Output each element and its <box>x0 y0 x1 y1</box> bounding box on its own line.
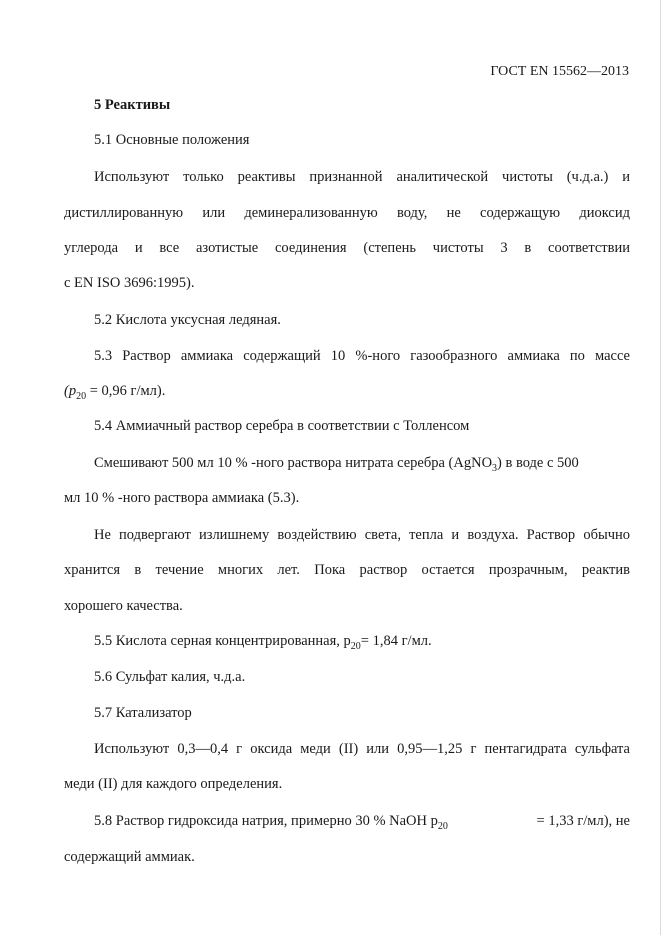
subsection-5-1-text-line-4: с EN ISO 3696:1995). <box>64 275 195 291</box>
subsection-5-4-text-line-1: Смешивают 500 мл 10 % -ного раствора нитрата серебра (AgNO$_3$) в воде с 500 <box>94 455 579 474</box>
subsection-5-8-line-1: 5.8 Раствор гидроксида натрия, примерно 30 % NaOH $p_{20}$ = 1,33 г/мл), не <box>94 813 630 832</box>
subsection-5-4-note-line-1: Не подвергают излишнему воздействию света, тепла и воздуха. Раствор обычно <box>94 527 630 543</box>
subsection-5-6: 5.6 Сульфат калия, ч.д.а. <box>94 669 246 685</box>
subsection-5-7-text-line-2: меди (II) для каждого определения. <box>64 776 283 792</box>
subsection-5-4-note-line-2: хранится в течение многих лет. Пока раствор остается прозрачным, реактив <box>64 562 630 578</box>
section-title: 5 Реактивы <box>94 97 171 113</box>
subsection-5-8-line-2: содержащий аммиак. <box>64 849 195 865</box>
subsection-5-1-title: 5.1 Основные положения <box>94 132 250 148</box>
subsection-5-2: 5.2 Кислота уксусная ледяная. <box>94 312 281 328</box>
subsection-5-3-line-2: ($p_{20} = 0,96$ г/мл). <box>64 383 166 402</box>
subsection-5-4-note-line-3: хорошего качества. <box>64 598 183 614</box>
subsection-5-5: 5.5 Кислота серная концентрированная, $p_{20}= 1,84$ г/мл. <box>94 633 432 652</box>
subsection-5-3-line-1: 5.3 Раствор аммиака содержащий 10 %-ного газообразного аммиака по массе <box>94 348 630 364</box>
subsection-5-4-text-line-2: мл 10 % -ного раствора аммиака (5.3). <box>64 490 300 506</box>
subsection-5-1-text-line-1: Используют только реактивы признанной аналитической чистоты (ч.д.а.) и <box>94 169 630 185</box>
subsection-5-1-text-line-3: углерода и все азотистые соединения (степень чистоты 3 в соответствии <box>64 240 630 256</box>
document-header: ГОСТ EN 15562—2013 <box>490 64 629 79</box>
subsection-5-7-text-line-1: Используют 0,3—0,4 г оксида меди (II) или 0,95—1,25 г пентагидрата сульфата <box>94 741 630 757</box>
subsection-5-7-title: 5.7 Катализатор <box>94 705 192 721</box>
subsection-5-4-title: 5.4 Аммиачный раствор серебра в соответствии с Толленсом <box>94 418 470 434</box>
subsection-5-8-line-1-text: 5.8 Раствор гидроксида натрия, примерно 30 % NaOH $p_{20}$ <box>94 813 448 832</box>
subsection-5-1-text-line-2: дистиллированную или деминерализованную воду, не содержащую диоксид <box>64 205 630 221</box>
